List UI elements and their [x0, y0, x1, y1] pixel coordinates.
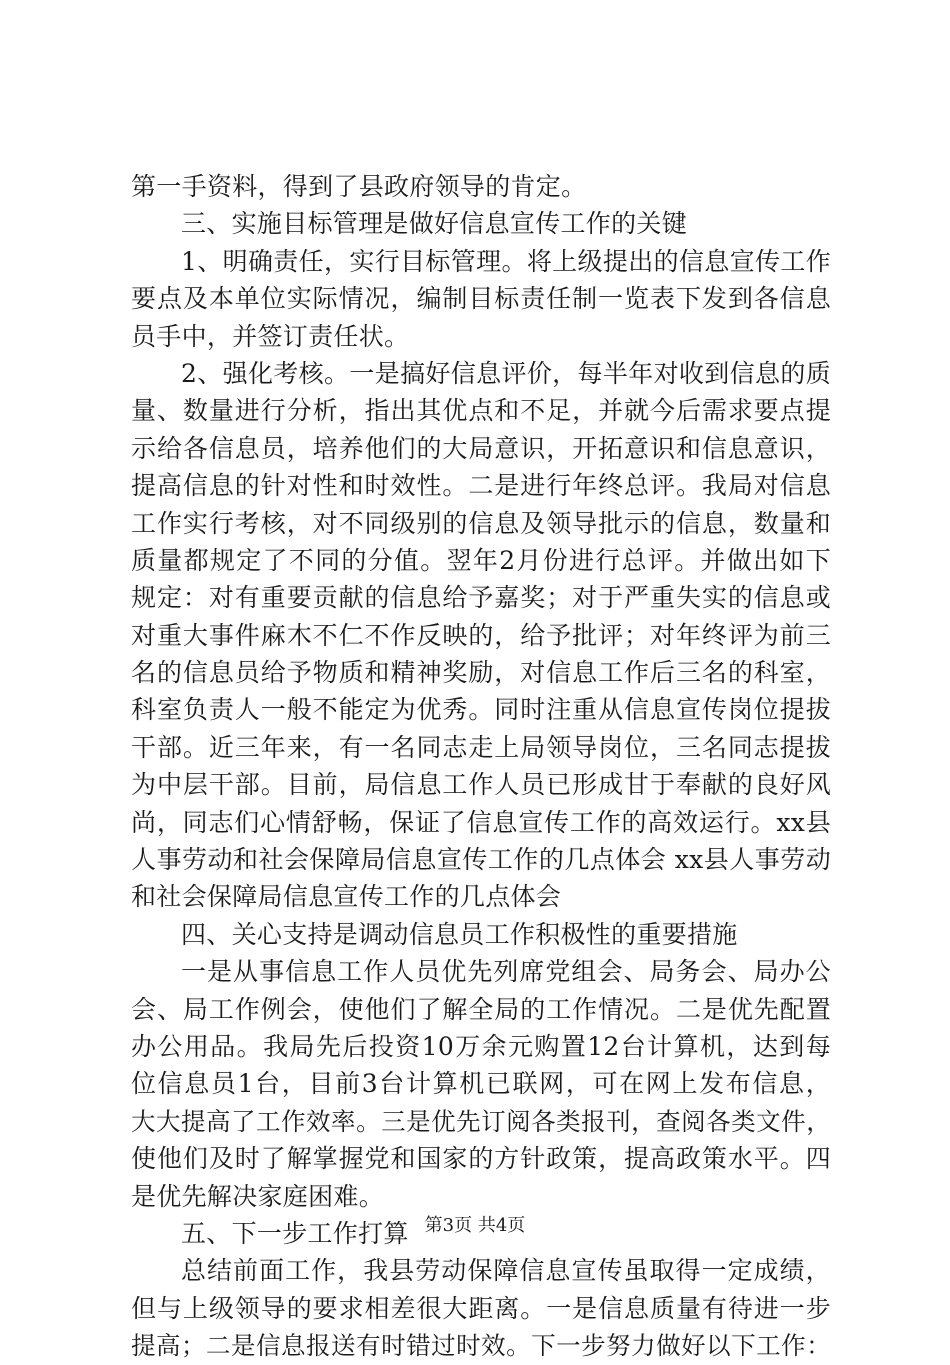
- text-line: 为中层干部。目前，局信息工作人员已形成甘于奉献的良好风: [131, 770, 831, 800]
- text-line: 量、数量进行分析，指出其优点和不足，并就今后需求要点提: [131, 396, 831, 426]
- text-line: 但与上级领导的要求相差很大距离。一是信息质量有待进一步: [131, 1293, 831, 1323]
- text-line: 是优先解决家庭困难。: [131, 1181, 385, 1211]
- text-line: 要点及本单位实际情况，编制目标责任制一览表下发到各信息: [131, 284, 831, 314]
- text-line: 尚，同志们心情舒畅，保证了信息宣传工作的高效运行。xx县: [131, 807, 831, 837]
- text-line: 提高；二是信息报送有时错过时效。下一步努力做好以下工作：: [131, 1331, 831, 1361]
- text-line: 三、实施目标管理是做好信息宣传工作的关键: [181, 209, 688, 239]
- text-line: 工作实行考核，对不同级别的信息及领导批示的信息，数量和: [131, 508, 831, 538]
- document-body: [131, 168, 831, 1365]
- text-line: 人事劳动和社会保障局信息宣传工作的几点体会 xx县人事劳动: [131, 845, 831, 875]
- text-line: 第一手资料，得到了县政府领导的肯定。: [131, 172, 587, 201]
- text-line: 规定：对有重要贡献的信息给予嘉奖；对于严重失实的信息或: [131, 583, 831, 613]
- text-line: 四、关心支持是调动信息员工作积极性的重要措施: [181, 919, 738, 949]
- text-line: 1、明确责任，实行目标管理。将上级提出的信息宣传工作: [181, 246, 831, 276]
- text-line: 示给各信息员，培养他们的大局意识，开拓意识和信息意识，: [131, 433, 831, 463]
- text-line: 质量都规定了不同的分值。翌年2月份进行总评。并做出如下: [131, 545, 831, 575]
- text-line: 提高信息的针对性和时效性。二是进行年终总评。我局对信息: [131, 471, 831, 501]
- text-line: 和社会保障局信息宣传工作的几点体会: [131, 882, 562, 912]
- text-line: 一是从事信息工作人员优先列席党组会、局务会、局办公: [181, 957, 831, 987]
- text-line: 会、局工作例会，使他们了解全局的工作情况。二是优先配置: [131, 994, 831, 1024]
- text-line: 位信息员1台，目前3台计算机已联网，可在网上发布信息，: [131, 1069, 831, 1099]
- page-footer: 第3页 共4页: [424, 1215, 526, 1236]
- text-line: 办公用品。我局先后投资10万余元购置12台计算机，达到每: [131, 1031, 831, 1061]
- text-line: 科室负责人一般不能定为优秀。同时注重从信息宣传岗位提拔: [131, 695, 831, 725]
- text-line: 员手中，并签订责任状。: [131, 321, 410, 351]
- text-line: 2、强化考核。一是搞好信息评价，每半年对收到信息的质: [181, 358, 831, 388]
- text-line: 总结前面工作，我县劳动保障信息宣传虽取得一定成绩，: [181, 1256, 831, 1286]
- text-line: 使他们及时了解掌握党和国家的方针政策，提高政策水平。四: [131, 1144, 831, 1174]
- text-line: 干部。近三年来，有一名同志走上局领导岗位，三名同志提拔: [131, 732, 831, 762]
- text-line: 五、下一步工作打算: [181, 1218, 409, 1248]
- text-line: 大大提高了工作效率。三是优先订阅各类报刊，查阅各类文件，: [131, 1106, 831, 1136]
- text-line: 对重大事件麻木不仁不作反映的，给予批评；对年终评为前三: [131, 620, 831, 650]
- text-line: 名的信息员给予物质和精神奖励，对信息工作后三名的科室，: [131, 658, 831, 688]
